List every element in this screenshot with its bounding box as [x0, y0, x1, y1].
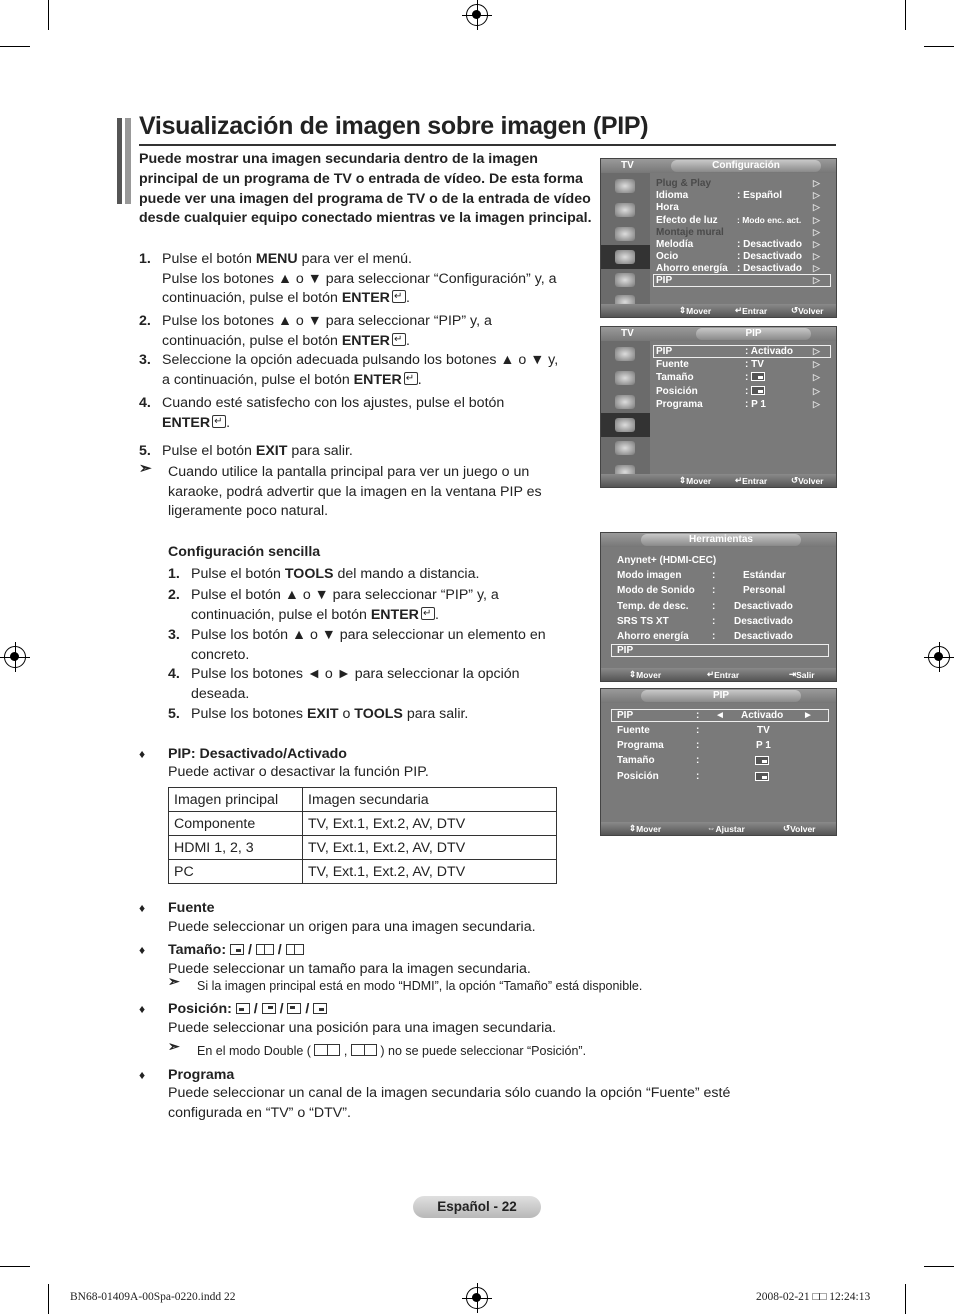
channel-icon — [615, 227, 635, 241]
note-arrow-icon: ➣ — [168, 973, 180, 989]
pos-top-left-icon — [287, 1003, 301, 1014]
easy-step-2: 2. Pulse el botón ▲ o ▼ para seleccionar “PIP” y, a continuación, pulse el botón ENTER↵ . — [168, 586, 588, 626]
easy-step-1: 1. Pulse el botón TOOLS del mando a distancia. — [168, 566, 480, 582]
programa-desc: Puede seleccionar un canal de la imagen secundaria sólo cuando la opción “Fuente” esté configurada en “TV” o “DTV”. — [168, 1085, 731, 1121]
pip-onoff-desc: Puede activar o desactivar la función PIP. — [168, 764, 429, 780]
page-number: Español - 22 — [413, 1196, 541, 1218]
bullet-diamond-icon: ♦ — [139, 901, 146, 915]
note-arrow-icon: ➣ — [139, 460, 152, 477]
input-icon — [615, 441, 635, 455]
easy-step-4: 4. Pulse los botones ◄ o ► para seleccionar la opción deseada. — [168, 666, 520, 702]
double-icon — [314, 1044, 340, 1056]
table-row: Componente TV, Ext.1, Ext.2, AV, DTV — [169, 812, 557, 836]
pip-position-icon — [755, 772, 769, 781]
easy-setup-title: Configuración sencilla — [168, 544, 321, 560]
pip-position-icon — [751, 386, 765, 395]
registration-mark-right — [928, 646, 950, 668]
pos-top-right-icon — [262, 1003, 276, 1014]
bullet-diamond-icon: ♦ — [139, 1002, 146, 1016]
programa-title: Programa — [168, 1067, 235, 1083]
tamano-desc: Puede seleccionar un tamaño para la imagen secundaria. — [168, 961, 531, 977]
osd-pip-tools: PIP PIP : ◄ Activado ► Fuente : TV Programa : P 1 Tamaño : Posición : ⇕ Mover ⇔ Ajustar ↺ Volver — [600, 688, 837, 836]
setup-gear-icon — [615, 250, 635, 264]
enter-icon — [392, 333, 406, 346]
table-row: PC TV, Ext.1, Ext.2, AV, DTV — [169, 860, 557, 884]
intro-text: Puede mostrar una imagen secundaria dentro de la imagen principal de un programa de TV o entrada de vídeo. De esta forma puede ver una imagen del programa de TV o de la entrada de vídeo desde cualquier equipo conectado mientras ve la imagen principal. — [139, 151, 592, 227]
table-row: HDMI 1, 2, 3 TV, Ext.1, Ext.2, AV, DTV — [169, 836, 557, 860]
step-5: 5. Pulse el botón EXIT para salir. — [139, 443, 353, 459]
setup-gear-icon — [615, 418, 635, 432]
sound-icon — [615, 203, 635, 217]
step-3: 3. Seleccione la opción adecuada pulsando los botones ▲ o ▼ y, a continuación, pulse el botón ENTER↵ . — [139, 351, 599, 391]
source-table — [168, 787, 557, 884]
osd-pip-menu: TV PIP PIP : Activado Fuente : TV Tamaño : Posición : Programa : P 1 ▷ ▷ ▷ ▷ ▷ ⇕ Mover ↵ Entrar ↺ Volver — [600, 326, 837, 488]
note-arrow-icon: ➣ — [168, 1038, 180, 1054]
channel-icon — [615, 395, 635, 409]
osd-configuracion: TV Configuración Plug & Play Idioma : Español Hora Efecto de luz : Modo enc. act. Montaje mural Melodía : Desactivado Ocio : Desactivado Ahorro energía : Desactivado PIP ▷ ▷ ▷ ▷ ▷ ▷ ▷ ▷ ▷ ⇕ Mover ↵ Entrar ↺ Volver — [600, 158, 837, 318]
pip-small-icon — [230, 944, 244, 955]
registration-mark-bottom — [466, 1287, 488, 1309]
registration-mark-top — [466, 4, 488, 26]
fuente-title: Fuente — [168, 900, 215, 916]
pip-size-icon — [751, 372, 765, 381]
sound-icon — [615, 371, 635, 385]
picture-icon — [615, 179, 635, 193]
page-title: Visualización de imagen sobre imagen (PIP) — [139, 112, 649, 140]
table-header: Imagen principal Imagen secundaria — [169, 788, 557, 812]
easy-step-3: 3. Pulse los botón ▲ o ▼ para seleccionar un elemento en concreto. — [168, 627, 546, 663]
title-decoration — [117, 118, 131, 204]
registration-mark-left — [4, 646, 26, 668]
pos-bottom-left-icon — [236, 1003, 250, 1014]
step-1: 1. Pulse el botón MENU para ver el menú. Pulse los botones ▲ o ▼ para seleccionar “Configuración” y, a continuación, pulse el botón ENTER↵ . — [139, 250, 599, 310]
double-icon — [256, 944, 274, 955]
step-2: 2. Pulse los botones ▲ o ▼ para seleccionar “PIP” y, a continuación, pulse el botón ENTER↵ . — [139, 312, 599, 352]
pip-size-icon — [755, 756, 769, 765]
enter-icon — [404, 372, 418, 385]
bullet-diamond-icon: ♦ — [139, 747, 146, 761]
tamano-title: Tamaño: / / — [168, 941, 304, 961]
slug-filename: BN68-01409A-00Spa-0220.indd 22 — [70, 1291, 236, 1303]
enter-icon — [212, 415, 226, 428]
fuente-desc: Puede seleccionar un origen para una imagen secundaria. — [168, 919, 536, 935]
posicion-title: Posición: / / / — [168, 1000, 327, 1020]
double-wide-icon — [351, 1044, 377, 1056]
input-icon — [615, 273, 635, 287]
pip-onoff-title: PIP: Desactivado/Activado — [168, 746, 347, 762]
picture-icon — [615, 347, 635, 361]
step-4: 4. Cuando esté satisfecho con los ajustes, pulse el botón ENTER↵ . — [139, 394, 599, 434]
pos-bottom-right-icon — [313, 1003, 327, 1014]
left-arrow-icon: ◄ — [715, 710, 725, 721]
bullet-diamond-icon: ♦ — [139, 1068, 146, 1082]
enter-icon — [421, 607, 435, 620]
right-arrow-icon: ► — [803, 710, 813, 721]
easy-step-5: 5. Pulse los botones EXIT o TOOLS para salir. — [168, 706, 469, 722]
enter-icon — [392, 290, 406, 303]
double-wide-icon — [286, 944, 304, 955]
posicion-desc: Puede seleccionar una posición para una imagen secundaria. — [168, 1020, 557, 1036]
slug-timestamp: 2008-02-21 □□ 12:24:13 — [756, 1291, 871, 1303]
posicion-note: En el modo Double ( , ) no se puede seleccionar “Posición”. — [197, 1044, 587, 1058]
bullet-diamond-icon: ♦ — [139, 943, 146, 957]
title-rule — [139, 144, 836, 146]
osd-herramientas: Herramientas Anynet+ (HDMI-CEC) Modo imagen : Estándar Modo de Sonido : Personal Temp. de desc. : Desactivado SRS TS XT : Desactivado Ahorro energía : Desactivado PIP ⇕ Mover ↵ Entrar ⇥ Salir — [600, 532, 837, 682]
note-game: Cuando utilice la pantalla principal para ver un juego o un karaoke, podrá advertir que la imagen en la ventana PIP es ligeramente poco natural. — [168, 464, 542, 520]
tamano-note: Si la imagen principal está en modo “HDMI”, la opción “Tamaño” está disponible. — [197, 979, 643, 993]
